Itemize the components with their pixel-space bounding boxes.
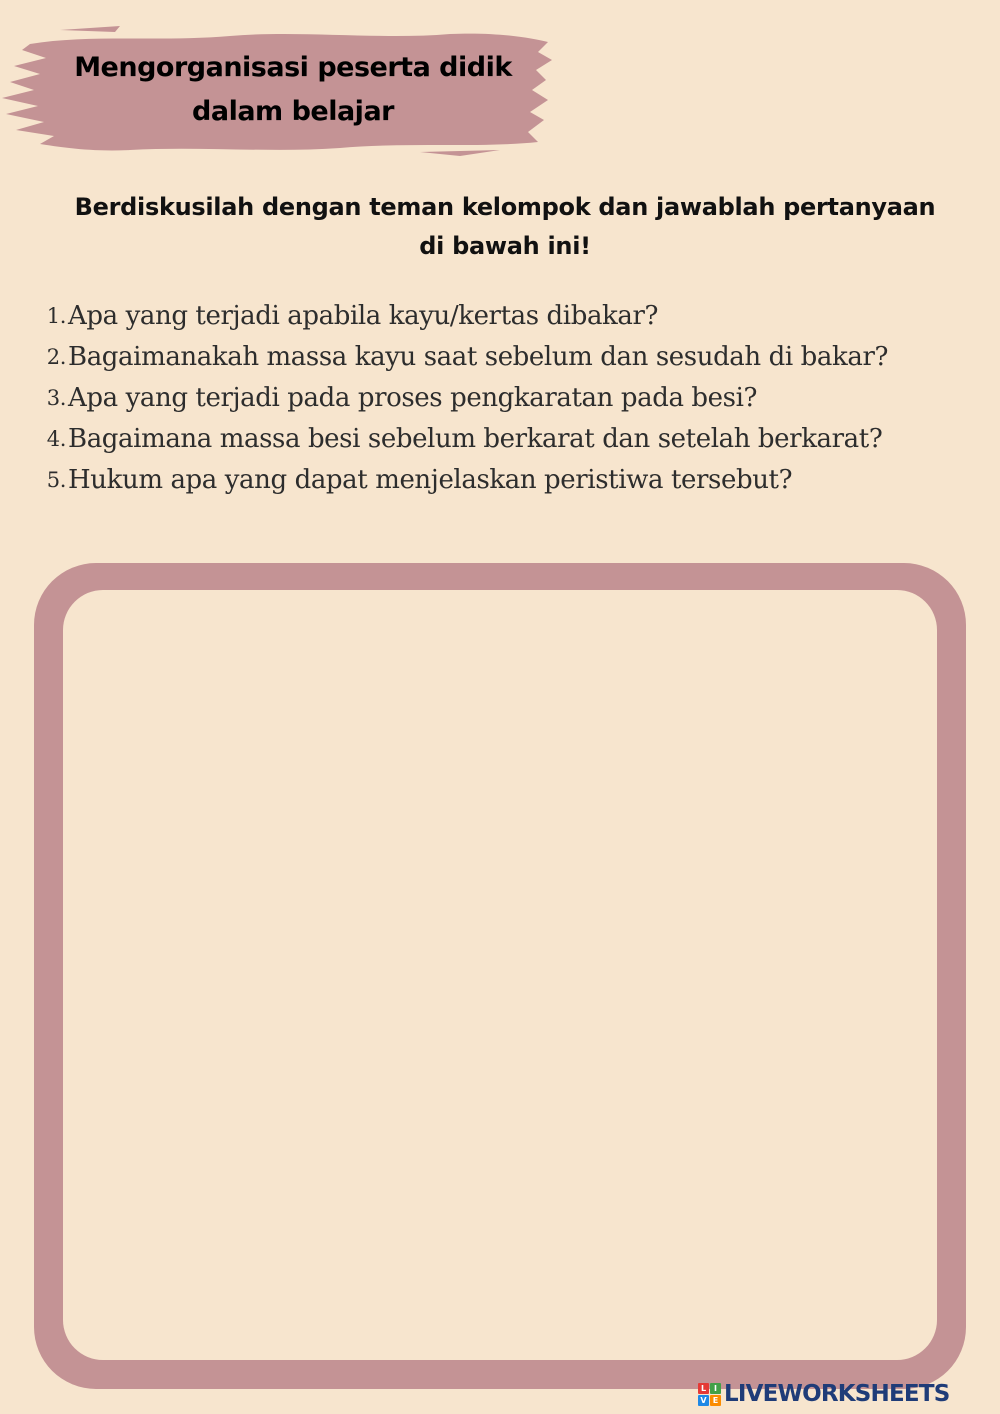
question-text: Bagaimanakah massa kayu saat sebelum dan sesudah di bakar? — [68, 342, 889, 372]
question-text: Hukum apa yang dapat menjelaskan peristiwa tersebut? — [68, 465, 793, 495]
question-text: Apa yang terjadi apabila kayu/kertas dibakar? — [68, 301, 659, 331]
instruction-text — [10, 188, 1000, 266]
question-number: 5. — [46, 468, 66, 492]
logo-square: V — [698, 1395, 709, 1406]
instruction-line-1: Berdiskusilah dengan teman kelompok dan jawablah pertanyaan — [74, 193, 936, 221]
question-text: Bagaimana massa besi sebelum berkarat dan setelah berkarat? — [68, 424, 883, 454]
logo-square: I — [710, 1383, 721, 1394]
logo-squares-icon — [698, 1383, 721, 1406]
logo-square: E — [710, 1395, 721, 1406]
title-line-2: dalam belajar — [192, 96, 394, 127]
question-item — [40, 419, 980, 460]
question-number: 4. — [46, 427, 66, 451]
logo-square: L — [698, 1383, 709, 1394]
question-number: 3. — [46, 386, 66, 410]
instruction-line-2: di bawah ini! — [419, 232, 591, 260]
question-text: Apa yang terjadi pada proses pengkaratan pada besi? — [68, 383, 758, 413]
question-item — [40, 337, 980, 378]
page-title — [40, 46, 546, 134]
title-line-1: Mengorganisasi peserta didik — [74, 52, 512, 83]
question-item — [40, 460, 980, 501]
question-item — [40, 296, 980, 337]
question-number: 1. — [46, 304, 66, 328]
question-list — [40, 296, 980, 501]
liveworksheets-logo[interactable] — [698, 1380, 949, 1408]
question-number: 2. — [46, 345, 66, 369]
question-item — [40, 378, 980, 419]
logo-text: LIVEWORKSHEETS — [724, 1381, 950, 1407]
answer-input-area[interactable] — [63, 590, 937, 1360]
